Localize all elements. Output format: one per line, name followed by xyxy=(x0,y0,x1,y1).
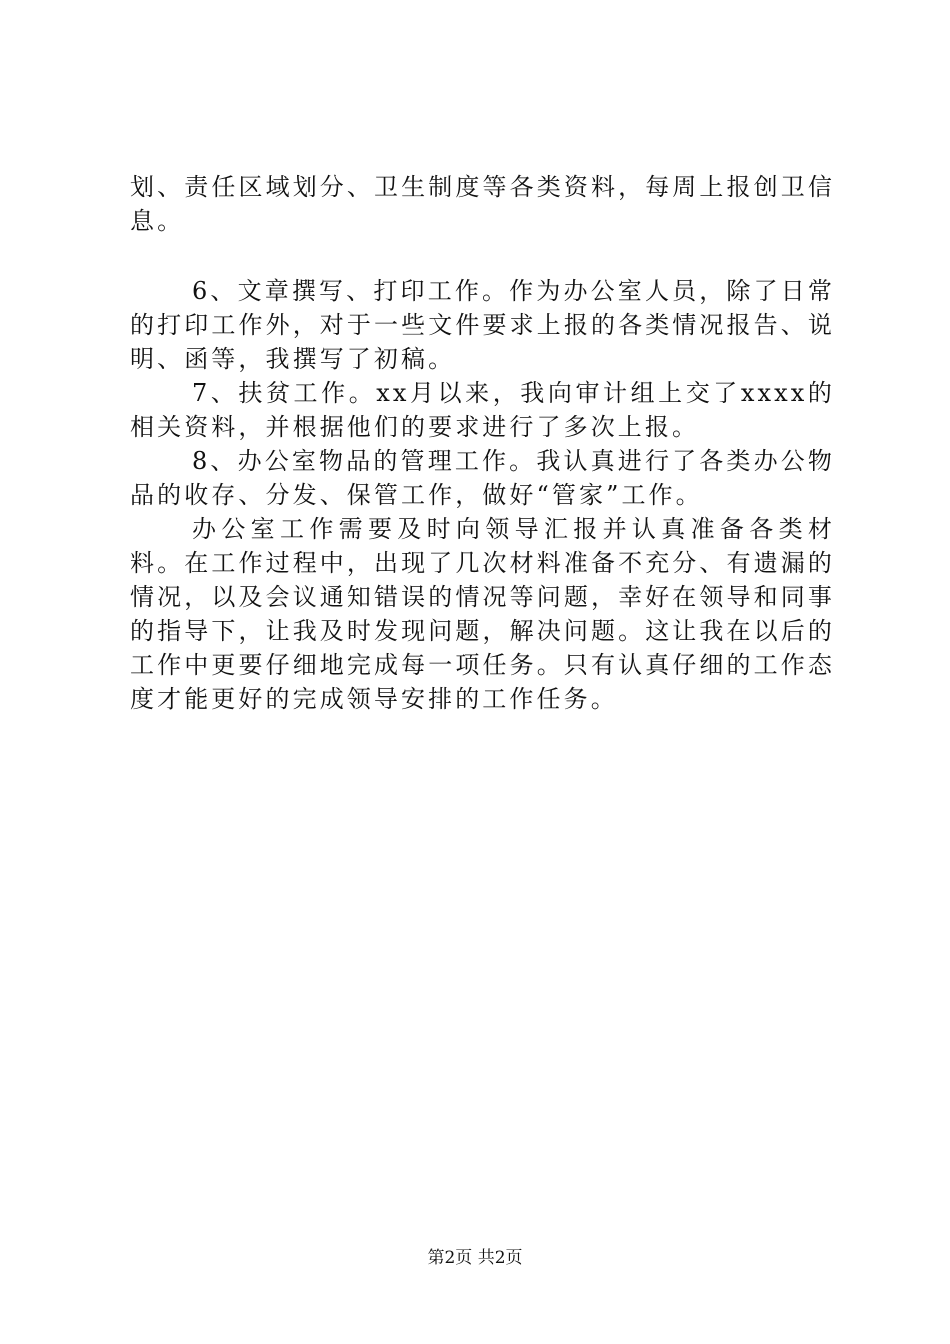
page-footer: 第2页 共2页 xyxy=(427,1248,523,1268)
paragraph-gap xyxy=(130,238,835,274)
paragraph-continuation: 划、责任区域划分、卫生制度等各类资料，每周上报创卫信息。 xyxy=(130,173,835,235)
paragraph-item-7: 7、扶贫工作。xx月以来，我向审计组上交了xxxx的相关资料，并根据他们的要求进行了多次上报。 xyxy=(130,379,835,441)
paragraph-summary: 办公室工作需要及时向领导汇报并认真准备各类材料。在工作过程中，出现了几次材料准备不充分、有遗漏的情况，以及会议通知错误的情况等问题，幸好在领导和同事的指导下，让我及时发现问题，解决问题。这让我在以后的工作中更要仔细地完成每一项任务。只有认真仔细的工作态度才能更好的完成领导安排的工作任务。 xyxy=(130,515,835,713)
paragraph-item-6: 6、文章撰写、打印工作。作为办公室人员，除了日常的打印工作外，对于一些文件要求上报的各类情况报告、说明、函等，我撰写了初稿。 xyxy=(130,277,835,373)
paragraph-item-8: 8、办公室物品的管理工作。我认真进行了各类办公物品的收存、分发、保管工作，做好“管家”工作。 xyxy=(130,447,835,509)
document-body xyxy=(130,170,835,716)
